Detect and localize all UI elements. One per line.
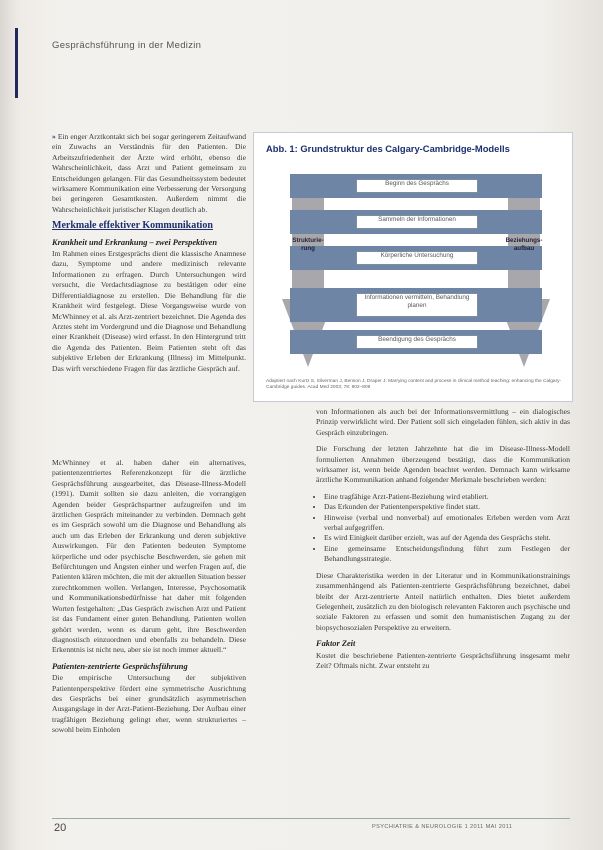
heading-krankheit: Krankheit und Erkrankung – zwei Perspektiven xyxy=(52,237,217,247)
column-right xyxy=(316,407,570,677)
list-item: • Das Erkunden der Patientenperspektive findet statt. xyxy=(324,502,570,512)
column-left-top xyxy=(52,132,246,380)
label-beziehungsaufbau: Beziehungs- aufbau xyxy=(505,237,543,252)
paragraph-forschung: Die Forschung der letzten Jahrzehnte hat die im Disease-Illness-Modell formulierten Annahmen überzeugend bestätigt, dass die Kommunikation wirksamer ist, wenn beide Agenden beachtet werden. Demnach kann wirksame ärztliche Kommunikation anhand folgender Merkmale beschrieben werden: xyxy=(316,444,570,485)
journal-footer: PSYCHIATRIE & NEUROLOGIE 1 2011 MAI 2011 xyxy=(372,824,513,830)
figure-title: Abb. 1: Grundstruktur des Calgary-Cambridge-Modells xyxy=(266,143,510,154)
list-item: • Es wird Einigkeit darüber erzielt, was auf der Agenda des Gesprächs steht. xyxy=(324,533,570,543)
merkmale-list xyxy=(316,492,570,565)
footer-divider xyxy=(52,818,570,819)
list-item: • Hinweise (verbal und nonverbal) auf emotionales Erleben werden vom Arzt verbal aufgegriffen. xyxy=(324,513,570,534)
figure-diagram xyxy=(282,169,550,369)
step-beendigung: Beendigung des Gesprächs xyxy=(356,335,478,349)
page-number: 20 xyxy=(54,822,67,834)
figure-source: Adaptiert nach Kurtz S, Silverman J, Benson J, Draper J: Marrying content and process in clinical method teaching: enhancing the Calgary-Cambridge guides. Acad Med 2003; 78: 802–809 xyxy=(266,379,562,391)
label-strukturierung: Strukturie- rung xyxy=(292,237,324,252)
step-vermitteln: Informationen vermitteln, Behandlung planen xyxy=(356,293,478,317)
list-item: • Eine tragfähige Arzt-Patient-Beziehung wird etabliert. xyxy=(324,492,570,502)
paragraph-patienten: Die empirische Untersuchung der subjektiven Patientenperspektive fördert eine symmetrische Ausrichtung des Gesprächs bei einer grundsätzlich asymmetrischen Ausgangslage in der Arzt-Patient-Beziehung. Der Aufbau einer tragfähigen Beziehung gelingt eher, wenn strukturiertes – sowohl beim Einholen xyxy=(52,673,246,735)
figure-calgary-cambridge xyxy=(253,132,573,402)
paragraph-charakteristika: Diese Charakteristika werden in der Literatur und in Kommunikationstrainings zusammenhängend als Patienten-zentrierte Gesprächsführung bezeichnet, dabei bleibt der Arzt-zentrierte Anteil natürlich enthalten. Dies bietet außerdem Gelegenheit, zusätzlich zu den biologisch relevanten Faktoren auch psychische und soziale Faktoren zu erfassen und somit den humanistischen Zugang zu der biopsychosozialen Perspektive zu erweitern. xyxy=(316,570,570,632)
paragraph-zeit: Kostet die beschriebene Patienten-zentrierte Gesprächsführung insgesamt mehr Zeit? Oftmals nicht. Zwar entsteht zu xyxy=(316,650,570,670)
heading-zeit: Faktor Zeit xyxy=(316,639,356,649)
step-untersuchung: Körperliche Untersuchung xyxy=(356,251,478,265)
step-sammeln: Sammeln der Informationen xyxy=(356,215,478,229)
running-header: Gesprächsführung in der Medizin xyxy=(52,40,202,51)
paragraph-krankheit: Im Rahmen eines Erstgesprächs dient die klassische Anamnese dazu, Symptome und andere medizinisch relevante Informationen zu erfragen. Durch Untersuchungen wird versucht, die Verdachtsdiagnose zu bestätigen oder eine Differentialdiagnose zu erstellen. Die Behandlung für die Krankheit wird festgelegt. Diese Vorgangsweise wurde von McWhinney et al. als Arzt-zentriert bezeichnet. Die Agenda des Arztes steht im Vordergrund und die Diagnose und Behandlung einer Krankheit (Disease) wird erfasst. In den Hintergrund tritt die Agenda des Patienten. Beim Patienten steht oft das subjektive Erleben der Erkrankung (Illness) im Mittelpunkt. Das wirft verschiedene Fragen für das ärztliche Gespräch auf. xyxy=(52,249,246,373)
section-bar xyxy=(15,28,18,98)
list-item: • Eine gemeinsame Entscheidungsfindung führt zum Festlegen der Behandlungsstrategie. xyxy=(324,544,570,565)
step-beginn: Beginn des Gesprächs xyxy=(356,179,478,193)
paragraph-informationen: von Informationen als auch bei der Informationsvermittlung – ein dialogisches Prinzip verwirklicht wird. Der Patient soll sich eingeladen fühlen, sich aktiv in das Gespräch einzubringen. xyxy=(316,407,570,437)
heading-merkmale: Merkmale effektiver Kommunikation xyxy=(52,220,213,232)
paragraph-mcwhinney: McWhinney et al. haben daher ein alternatives, patientenzentriertes Referenzkonzept für die ärztliche Gesprächsführung ausgearbeitet, das Disease-Illness-Modell (1991). Damit sollten sie dazu anleiten, die vorrangigen Agenden beider Gesprächspartner aufzugreifen und im ärztlichen Gespräch miteinander zu verbinden. Demnach geht es im Gespräch sowohl um die Diagnose und Behandlung als auch um das Erleben der Erkrankung und deren subjektive Auswirkungen. Für den Patienten bedeuten Symptome körperliche und oder psychische Beschwerden, sie gehen mit Befürchtungen und Ängsten einher und werfen Fragen auf, die Patienten klären möchten, die mit der aktuellen Situation besser zurechtkommen wollen. Verlangen, Interesse, Psychosomatik und Kommunikationsbedürfnisse hat daher mit folgenden Worten festgehalten: „Das Gespräch zwischen Arzt und Patient ist das Fundament einer guten Behandlung. Patienten wollen gehört werden, wenn es darum geht, ihre Beschwerden diagnostisch einzuordnen und ebenfalls zu behandeln. Diese Erkenntnis ist nicht neu, aber sie ist noch immer aktuell.“ xyxy=(52,458,246,655)
column-left-bottom xyxy=(52,458,246,742)
intro-paragraph: » Ein enger Arztkontakt sich bei sogar geringerem Zeitaufwand ein Zuwachs an Verständnis für den Patienten. Die Arbeitszufriedenheit der Ärzte wird erhöht, ebenso die Wahrscheinlichkeit, dass Arzt und Patient gemeinsam zu Entscheidungen gelangen. Für das Gesundheitssystem bedeutet wirksamere Kommunikation eine Verbesserung der Versorgung bei geringeren Gesamtkosten. Außerdem nimmt die Wahrscheinlichkeit juristischer Klagen deutlich ab. xyxy=(52,132,246,214)
heading-patienten: Patienten-zentrierte Gesprächsführung xyxy=(52,661,188,671)
